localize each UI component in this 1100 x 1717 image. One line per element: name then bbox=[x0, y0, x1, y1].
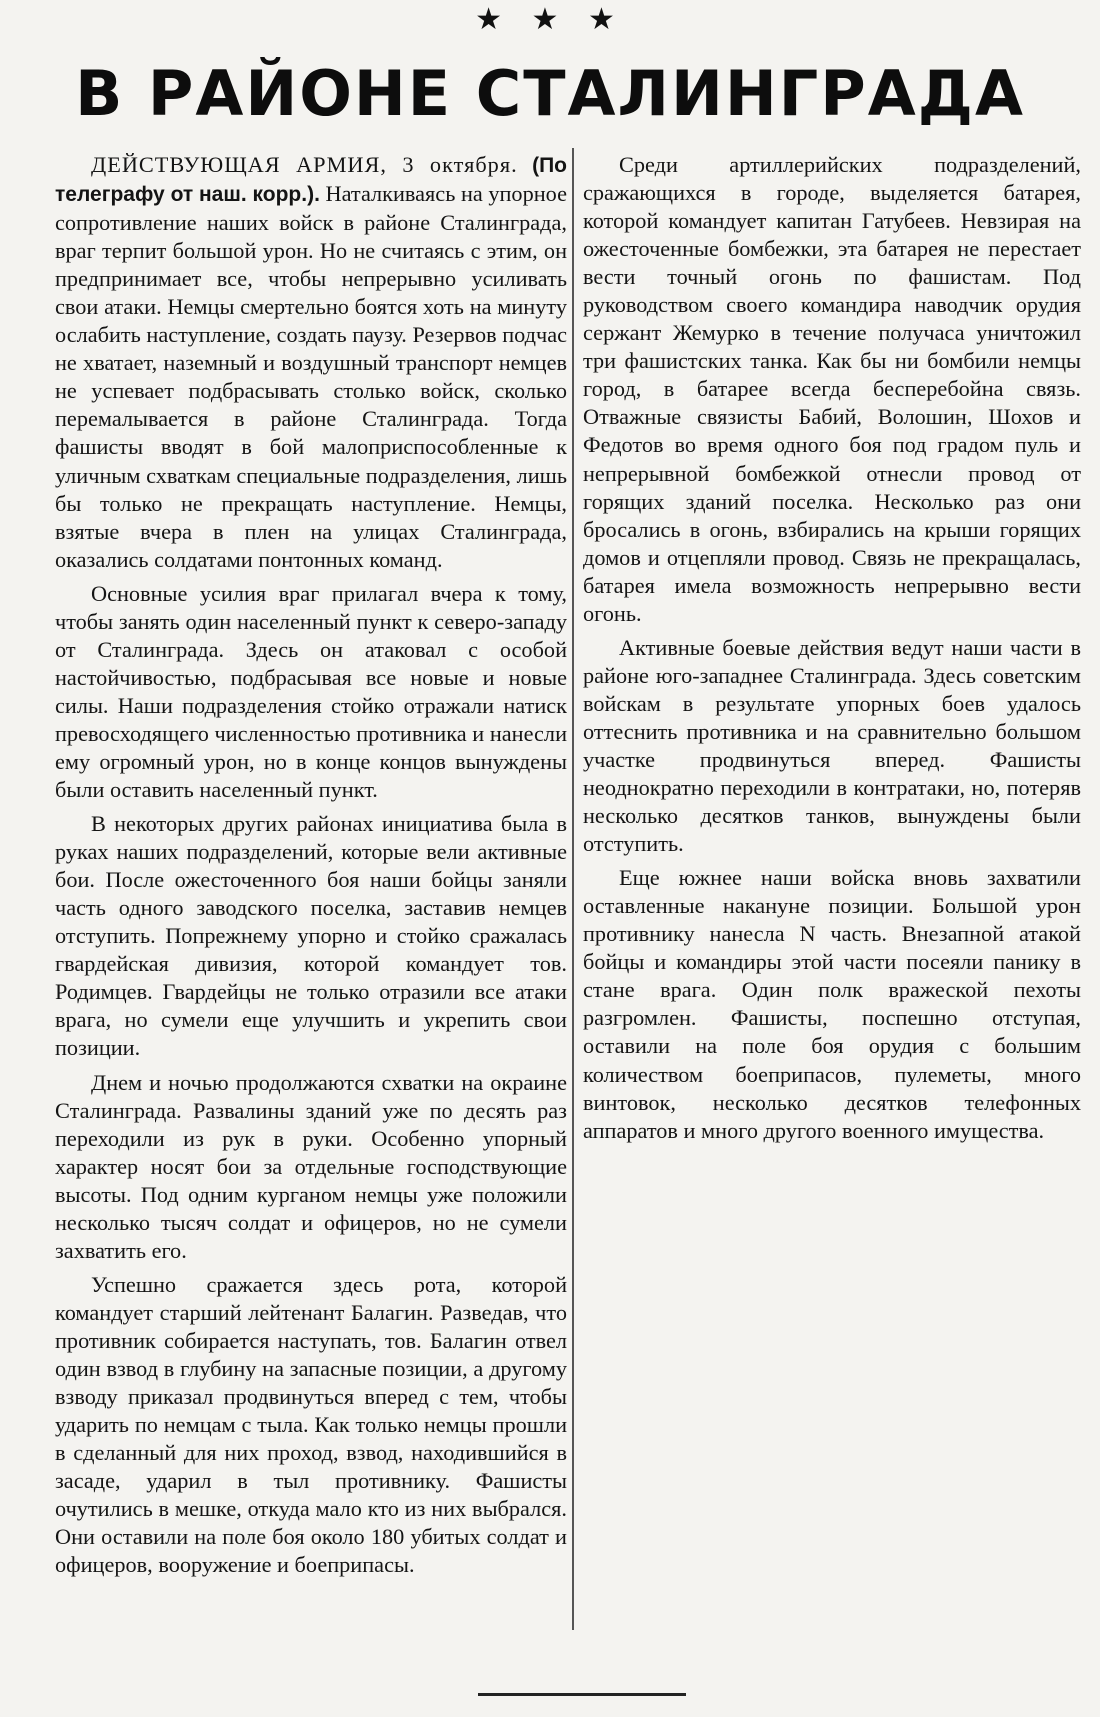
article-paragraph-1 bbox=[55, 151, 567, 574]
byline: (По телеграфу от наш. корр.). bbox=[55, 154, 567, 207]
column-divider bbox=[572, 148, 574, 1630]
star-ornament: ★ ★ ★ bbox=[475, 2, 625, 37]
headline: В РАЙОНЕ СТАЛИНГРАДА bbox=[75, 57, 1025, 130]
article-paragraph-6: Среди артиллерийских подразделений, сражающихся в городе, выделяется батарея, которой командует капитан Гатубеев. Невзирая на ожесточенные бомбежки, эта батарея не перестает вести точный огонь по фашистам. Под руководством своего командира наводчик орудия сержант Жемурко в течение получаса уничтожил три фашистских танка. Как бы ни бомбили немцы город, в батарее всегда бесперебойна связь. Отважные связисты Бабий, Волошин, Шохов и Федотов во время одного боя под градом пуль и непрерывной бомбежкой отнесли провод от горящих зданий поселка. Несколько раз они бросались в огонь, взбирались на крыши горящих домов и отцепляли провод. Связь не прекращалась, батарея имела возможность непрерывно вести огонь. bbox=[583, 152, 1081, 626]
article-paragraph-2: Основные усилия враг прилагал вчера к тому, чтобы занять один населенный пункт к северо-западу от Сталинграда. Здесь он атаковал с особой настойчивостью, подбрасывая все новые и новые силы. Наши подразделения стойко отражали натиск превосходящего численностью противника и нанесли ему огромный урон, но в конце концов вынуждены были оставить населенный пункт. bbox=[55, 580, 567, 803]
article-paragraph-5: Успешно сражается здесь рота, которой командует старший лейтенант Балагин. Разведав, что противник собирается наступать, тов. Балагин отвел один взвод в глубину на запасные позиции, а другому взводу приказал продвинуться вперед с тем, чтобы ударить по немцам с тыла. Как только немцы прошли в сделанный для них проход, взвод, находившийся в засаде, ударил в тыл противнику. Фашисты очутились в мешке, откуда мало кто из них выбрался. Они оставили на поле боя около 180 убитых солдат и офицеров, вооружение и боеприпасы. bbox=[55, 1271, 567, 1578]
end-rule bbox=[478, 1693, 686, 1696]
article-paragraph-3: В некоторых других районах инициатива была в руках наших подразделений, которые вели активные бои. После ожесточенного боя наши бойцы заняли часть одного заводского поселка, заставив немцев отступить. Попрежнему упорно и стойко сражалась гвардейская дивизия, которой командует тов. Родимцев. Гвардейцы не только отразили все атаки врага, но сумели еще улучшить и укрепить свои позиции. bbox=[55, 811, 567, 1061]
dateline: ДЕЙСТВУЮЩАЯ АРМИЯ, 3 октября. bbox=[91, 152, 518, 177]
article-paragraph-8: Еще южнее наши войска вновь захватили оставленные накануне позиции. Большой урон противнику нанесла N часть. Внезапной атакой бойцы и командиры этой части посеяли панику в стане врага. Один полк вражеской пехоты разгромлен. Фашисты, поспешно отступая, оставили на поле боя орудия с большим количеством боеприпасов, пулеметы, много винтовок, несколько десятков телефонных аппаратов и много другого военного имущества. bbox=[583, 865, 1081, 1143]
article-column-right bbox=[583, 151, 1081, 1145]
paragraph-1-text: Наталкиваясь на упорное сопротивление наших войск в районе Сталинграда, враг терпит большой урон. Но не считаясь с этим, он предпринимает все, чтобы непрерывно усиливать свои атаки. Немцы смертельно боятся хоть на минуту ослабить наступление, создать паузу. Резервов подчас не хватает, наземный и воздушный транспорт немцев не успевает подбрасывать столько войск, сколько перемалывается в районе Сталинграда. Тогда фашисты вводят в бой малоприспособленные к уличным схваткам специальные подразделения, лишь бы только не прекращать наступление. Немцы, взятые вчера в плен на улицах Сталинграда, оказались солдатами понтонных команд. bbox=[55, 181, 567, 572]
article-column-left bbox=[55, 151, 567, 1579]
article-paragraph-7: Активные боевые действия ведут наши части в районе юго-западнее Сталинграда. Здесь советским войскам в результате упорных боев удалось оттеснить противника и на сравнительно большом участке продвинуться вперед. Фашисты неоднократно переходили в контратаки, но, потеряв несколько десятков танков, вынуждены были отступить. bbox=[583, 634, 1081, 857]
article-paragraph-4: Днем и ночью продолжаются схватки на окраине Сталинграда. Развалины зданий уже по десять раз переходили из рук в руки. Особенно упорный характер носят бои за отдельные господствующие высоты. Под одним курганом немцы уже положили несколько тысяч солдат и офицеров, но не сумели захватить его. bbox=[55, 1069, 567, 1263]
